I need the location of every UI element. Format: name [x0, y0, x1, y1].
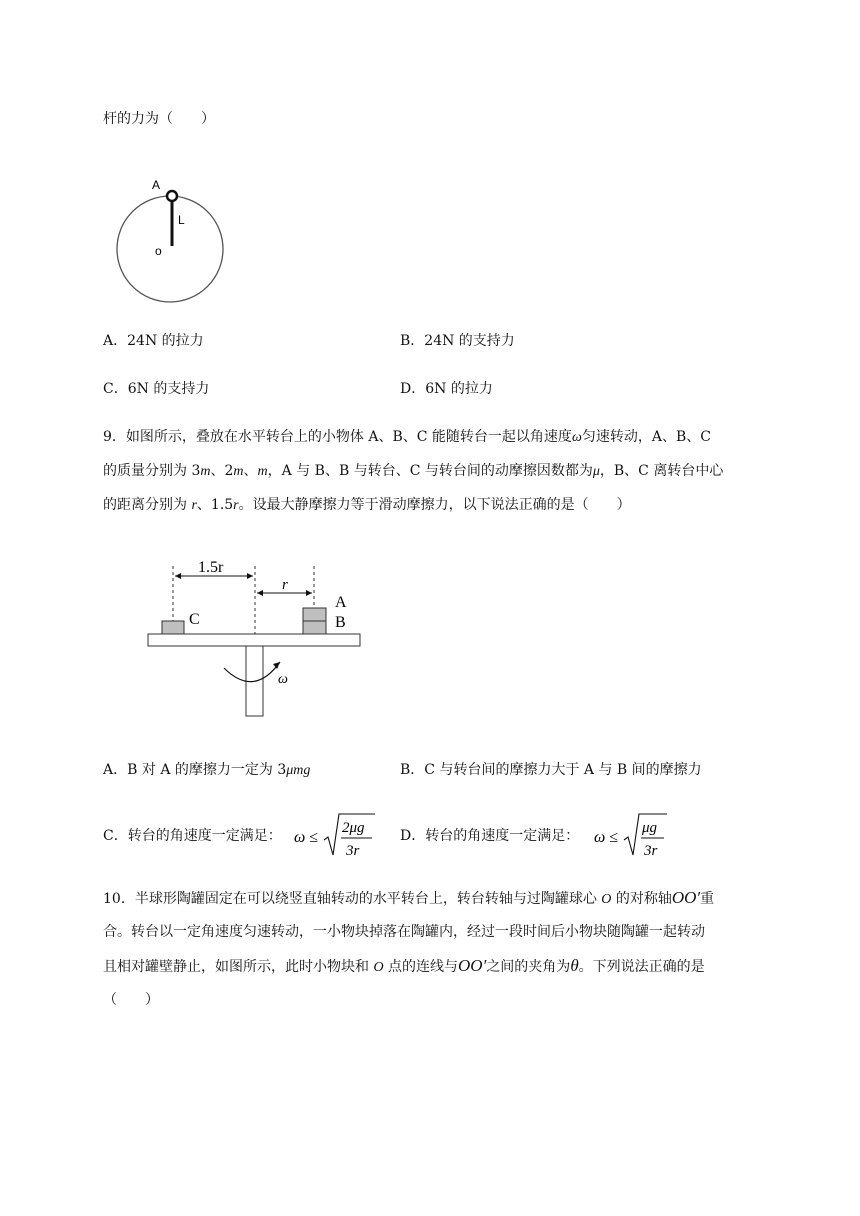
q9-option-b-letter: B．	[400, 762, 425, 778]
q9-option-d	[400, 825, 579, 847]
q8-option-d	[400, 378, 493, 400]
q8-option-b	[400, 330, 515, 352]
q9-option-c-num: 2μg	[342, 820, 365, 836]
q9-line2-d: ，A 与 B、B 与转台、C 与转台间的动摩擦因数都为	[267, 463, 593, 479]
q9-line2-a: 的质量分别为 3	[103, 463, 201, 479]
q9-option-a-letter: A．	[103, 762, 128, 778]
q9-label-b: B	[335, 614, 346, 631]
q9-omega: ω	[571, 430, 582, 445]
q9-option-d-text: 转台的角速度一定满足：	[425, 828, 580, 844]
q10-line-4: （ ）	[103, 992, 159, 1008]
q10-oo2: OO′	[458, 956, 487, 975]
q10-oo1: OO′	[671, 888, 701, 907]
q9-option-c-text: 转台的角速度一定满足：	[127, 828, 282, 844]
q8-label-l: L	[178, 213, 185, 227]
q9-line-2	[103, 460, 723, 483]
q9-option-a	[103, 759, 310, 782]
q9-mass-m3: m	[257, 464, 268, 479]
q10-theta: θ	[570, 956, 579, 975]
q9-mass-m1: m	[200, 464, 211, 479]
q9-number: 9．	[103, 429, 126, 445]
q8-big-circle	[117, 196, 223, 302]
q9-line3-b: 、1.5	[196, 497, 234, 513]
q9-line1-b: 匀速转动，A、B、C	[581, 429, 711, 445]
q10-line-3	[103, 955, 705, 979]
q10-line3-c: 之间的夹角为	[486, 959, 571, 975]
q9-block-a	[303, 608, 326, 621]
q10-o1: O	[601, 892, 612, 907]
q8-stem-tail: 杆的力为（ ）	[103, 111, 215, 127]
q8-option-d-letter: D．	[400, 381, 426, 397]
q9-r1: r	[191, 498, 197, 513]
q9-turntable	[148, 634, 360, 646]
q8-ball	[167, 191, 177, 201]
q9-option-c-lhs: ω ≤	[294, 829, 319, 846]
q9-line2-b: 、2	[210, 463, 234, 479]
q9-option-a-math: μmg	[286, 763, 311, 778]
q10-line1-b: 的对称轴	[611, 891, 672, 907]
q9-mu: μ	[592, 464, 600, 479]
q10-line1-c: 重	[700, 891, 715, 907]
q8-option-a	[103, 330, 204, 352]
q9-dim-left-label: 1.5r	[198, 559, 224, 576]
q8-option-b-text: 24N 的支持力	[424, 333, 515, 349]
q9-option-a-text: B 对 A 的摩擦力一定为 3	[127, 762, 287, 778]
q9-label-a: A	[335, 594, 347, 611]
q8-label-a: A	[152, 178, 161, 192]
q10-line3-b: 点的连线与	[383, 959, 459, 975]
q8-circle-figure	[105, 170, 245, 320]
q8-option-d-text: 6N 的拉力	[425, 381, 493, 397]
q9-option-b-text: C 与转台间的摩擦力大于 A 与 B 间的摩擦力	[424, 762, 702, 778]
q9-turntable-figure	[140, 552, 380, 722]
q9-line1-a: 如图所示，叠放在水平转台上的小物体 A、B、C 能随转台一起以角速度	[125, 429, 572, 445]
q9-line3-c: 。设最大静摩擦力等于滑动摩擦力，以下说法正确的是（ ）	[238, 497, 631, 513]
q9-option-d-num: μg	[642, 820, 658, 836]
q10-line-1	[103, 887, 714, 911]
q9-option-d-formula	[594, 810, 674, 862]
q9-line3-a: 的距离分别为	[103, 497, 192, 513]
q10-number: 10．	[103, 891, 135, 907]
q9-option-c-den: 3r	[346, 843, 360, 859]
q8-option-c-letter: C．	[103, 381, 128, 397]
q10-line1-a: 半球形陶罐固定在可以绕竖直轴转动的水平转台上，转台转轴与过陶罐球心	[134, 891, 602, 907]
q9-line2-c: 、	[243, 463, 258, 479]
q9-option-c-formula	[294, 810, 384, 862]
q9-mass-m2: m	[233, 464, 244, 479]
q9-option-d-den: 3r	[644, 843, 658, 859]
q9-line-1	[103, 426, 711, 449]
q8-option-c-text: 6N 的支持力	[127, 381, 210, 397]
q10-line-2: 合。转台以一定角速度匀速转动，一小物块掉落在陶罐内，经过一段时间后小物块随陶罐一起转动	[103, 924, 705, 940]
q9-option-c-letter: C．	[103, 828, 128, 844]
q10-line3-d: 。下列说法正确的是	[578, 959, 705, 975]
q10-line3-a: 且相对罐壁静止，如图所示，此时小物块和	[103, 959, 374, 975]
q8-option-b-letter: B．	[400, 333, 425, 349]
q9-r2: r	[233, 498, 239, 513]
q9-block-b	[303, 621, 326, 634]
q9-line2-e: ，B、C 离转台中心	[599, 463, 724, 479]
q9-label-omega: ω	[278, 672, 288, 687]
q9-label-c: C	[189, 611, 200, 628]
q9-option-b	[400, 759, 702, 781]
q9-block-c	[162, 621, 184, 634]
q8-label-o: o	[155, 244, 162, 258]
q8-option-a-letter: A．	[103, 333, 128, 349]
q9-dim-right-label: r	[282, 577, 288, 593]
q8-option-a-text: 24N 的拉力	[127, 333, 204, 349]
q10-o2: O	[373, 960, 384, 975]
q9-option-d-letter: D．	[400, 828, 426, 844]
q9-option-c	[103, 825, 282, 847]
q9-line-3	[103, 494, 631, 517]
q8-option-c	[103, 378, 209, 400]
q9-option-d-lhs: ω ≤	[594, 829, 619, 846]
